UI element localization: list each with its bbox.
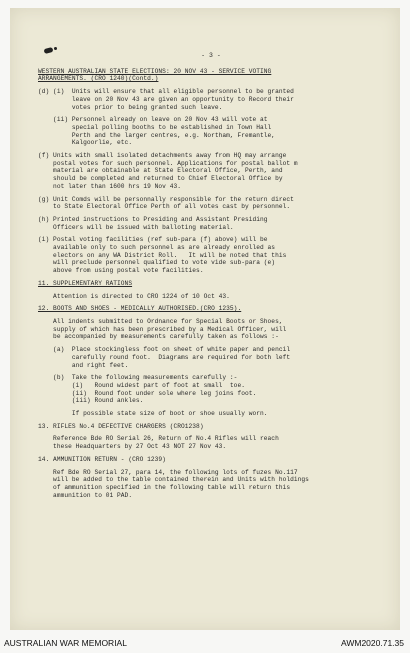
document-line: should be completed and returned to Chief Electoral Office by (38, 175, 283, 183)
footer-bar (0, 636, 410, 653)
document-line: of ammunition specified in the following table will return this (38, 483, 291, 491)
document-line: above from using postal vote facilities. (38, 267, 204, 275)
document-line: will be added to the table contained therein and Units with holdings (38, 476, 309, 484)
document-line: (h) Printed instructions to Presiding and Assistant Presiding (38, 215, 268, 223)
document-line: and right feet. (38, 361, 129, 369)
document-line: will preclude personnel qualified to vote vide sub-para (e) (38, 259, 276, 267)
document-line: ARRANGEMENTS. (CRO 1240)(Contd.) (38, 75, 159, 83)
document-line: not later than 1600 hrs 19 Nov 43. (38, 182, 181, 190)
document-line: Officers will be issued with balloting material. (38, 223, 234, 231)
document-line: postal votes for such personnel. Applications for postal ballot m (38, 159, 298, 167)
document-line: to State Electoral Office Perth of all votes cast by personnel. (38, 203, 291, 211)
document-line: Perth and the larger centres, e.g. Northam, Fremantle, (38, 131, 276, 139)
document-line: 11. SUPPLEMENTARY RATIONS (38, 279, 133, 287)
document-line: ammunition to 01 PAD. (38, 491, 133, 499)
document-line: Kalgoorlie, etc. (38, 139, 133, 147)
document-line: (a) Place stockingless foot on sheet of white paper and pencil (38, 346, 291, 354)
document-line: (i) Postal voting facilities (ref sub-para (f) above) will be (38, 236, 268, 244)
typed-document (38, 52, 384, 499)
document-line: (i) Round widest part of foot at small toe. (38, 381, 245, 389)
document-line: these Headquarters by 27 Oct 43 NOT 27 Nov 43. (38, 443, 227, 451)
document-line: material are obtainable at State Electoral Office, Perth, and (38, 167, 283, 175)
document-line: (iii) Round ankles. (38, 397, 144, 405)
document-line: (g) Unit Comds will be personnally responsible for the return direct (38, 195, 294, 203)
document-sheet (10, 8, 400, 630)
footer-source: AUSTRALIAN WAR MEMORIAL (4, 638, 127, 648)
document-line: If possible state size of boot or shoe usually worn. (38, 410, 268, 418)
document-line: electors on any WA District Roll. It will be noted that this (38, 251, 287, 259)
document-line: (f) Units with small isolated detachments away from HQ may arrange (38, 152, 287, 160)
document-line: 12. BOOTS AND SHOES - MEDICALLY AUTHORISED.(CRO 1235). (38, 305, 242, 313)
punch-hole-dot (54, 47, 57, 50)
document-line: leave on 20 Nov 43 are given an opportunity to Record their (38, 95, 294, 103)
document-line: 14. AMMUNITION RETURN - (CRO 1239) (38, 455, 166, 463)
document-line: 13. RIFLES No.4 DEFECTIVE CHARGERS (CRO1238) (38, 422, 204, 430)
document-line: WESTERN AUSTRALIAN STATE ELECTIONS: 20 NOV 43 - SERVICE VOTING (38, 67, 272, 75)
document-line: special polling booths to be established in Town Hall (38, 123, 272, 131)
document-line: supply of which has been prescribed by a Medical Officer, will (38, 325, 287, 333)
document-line: (ii) Round foot under sole where leg joins foot. (38, 389, 257, 397)
page-number: - 3 - (201, 52, 221, 59)
document-line: available only to such personnel as are already enrolled as (38, 244, 276, 252)
document-line: Attention is directed to CRO 1224 of 10 Oct 43. (38, 292, 230, 300)
document-body (38, 68, 384, 500)
document-line: Reference Bde RO Serial 26, Return of No.4 Rifles will reach (38, 435, 279, 443)
document-line: votes prior to being granted such leave. (38, 103, 223, 111)
document-line: (d) (i) Units will ensure that all eligible personnel to be granted (38, 88, 294, 96)
document-line: (b) Take the following measurements carefully :- (38, 374, 238, 382)
document-line: carefully round foot. Diagrams are required for both left (38, 353, 291, 361)
document-line: Ref Bde RO Serial 27, para 14, the following lots of fuzes No.117 (38, 468, 298, 476)
document-line: All indents submitted to Ordnance for Special Boots or Shoes, (38, 317, 283, 325)
document-line: be accompanied by measurements carefully taken as follows :- (38, 333, 279, 341)
document-line: (ii) Personnel already on leave on 20 Nov 43 will vote at (38, 116, 268, 124)
footer-accession-number: AWM2020.71.35 (341, 638, 404, 648)
